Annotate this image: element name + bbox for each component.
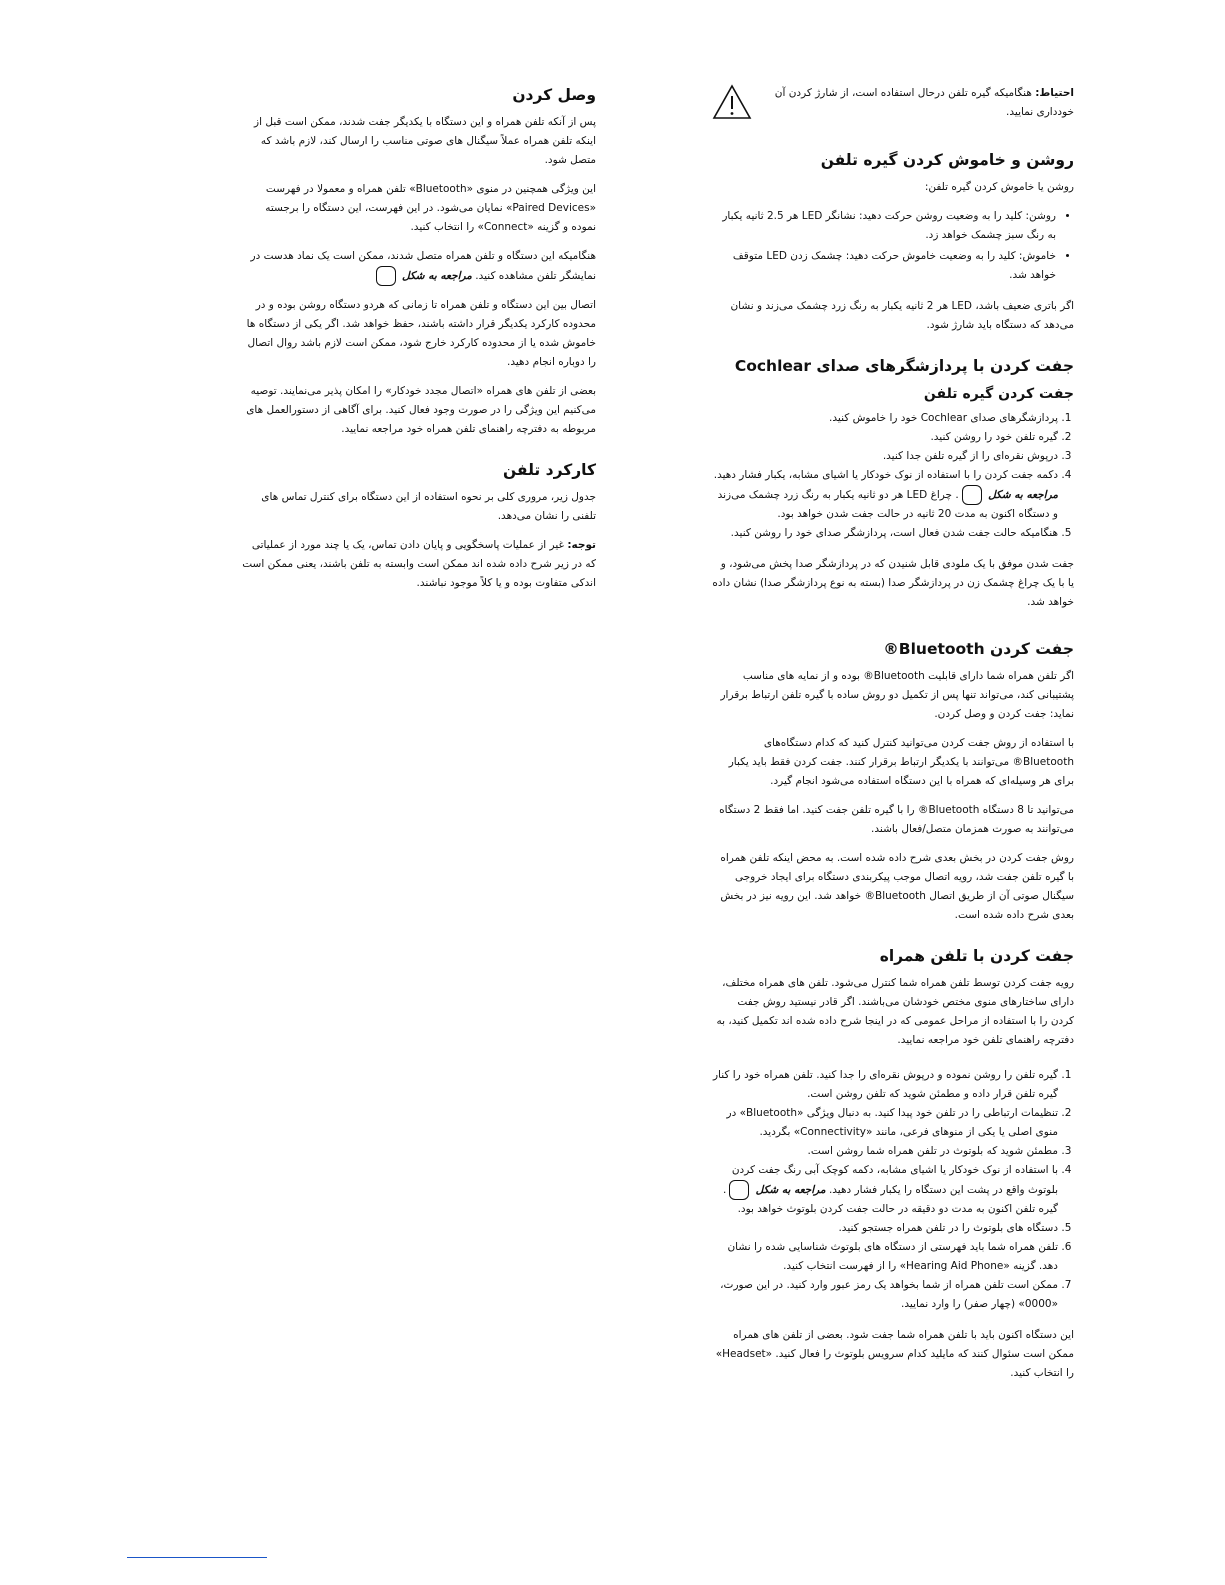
warning-triangle-icon [712,84,752,127]
list-item: 2. تنظیمات ارتباطی را در تلفن خود پیدا کنید. به دنبال ویژگی «Bluetooth» در منوی اصلی یا یکی از منوهای فرعی، مانند «Connectivity» بگردید. [712,1104,1058,1142]
connect-p3-text: هنگامیکه این دستگاه و تلفن همراه متصل شدند، ممکن است یک نماد هدست در نمایشگر تلفن مشاهده کنید. [250,250,596,282]
list-item: 7. ممکن است تلفن همراه از شما بخواهد یک رمز عبور وارد کنید. در این صورت، «0000» (چهار صفر) را وارد نمایید. [712,1276,1058,1314]
bluetooth-p1: اگر تلفن همراه شما دارای قابلیت Bluetooth® بوده و از نمایه های مناسب پشتیبانی کند، می‌تواند تنها پس از تکمیل دو روش ساده با گیره تلفن ارتباط برقرار نماید: جفت کردن و وصل کردن. [720,670,1074,720]
step-text-tail: . چراغ LED هر دو ثانیه یکبار به رنگ زرد چشمک می‌زند و دستگاه اکنون به مدت 20 ثانیه در حالت جفت شدن خواهد بود. [717,489,1058,520]
connect-p1: پس از آنکه تلفن همراه و این دستگاه با یکدیگر جفت شدند، ممکن است قبل از اینکه تلفن همراه عملاً سیگنال های صوتی مناسب را ارسال کند، لازم باشد که متصل شود. [254,116,596,166]
list-item: • خاموش: کلید را به وضعیت خاموش حرکت دهید: چشمک زدن LED متوقف خواهد شد. [712,247,1056,285]
list-item: 5. دستگاه های بلوتوث را در تلفن همراه جستجو کنید. [712,1219,1058,1238]
power-list [712,207,1074,285]
connect-heading: وصل کردن [512,86,596,104]
step-text-tail: . گیره تلفن اکنون به مدت دو دقیقه در حالت جفت کردن بلوتوث خواهد بود. [722,1184,1058,1215]
list-item: 1. گیره تلفن را روشن نموده و درپوش نقره‌ای را جدا کنید. تلفن همراه خود را کنار گیره تلفن قرار داده و مطمئن شوید که تلفن روشن است. [712,1066,1058,1104]
list-item: 1. پردازشگرهای صدای Cochlear خود را خاموش کنید. [712,409,1058,428]
right-column [712,84,1074,1393]
connect-p3 [240,247,596,286]
usage-note [240,536,596,593]
pairing-success: جفت شدن موفق با یک ملودی قابل شنیدن که در پردازشگر صدا پخش می‌شود، و یا با یک چراغ چشمک زن در پردازشگر صدا (بسته به نوع پردازشگر صدا) نشان داده خواهد شد. [712,558,1074,608]
caution-block [712,84,1074,127]
list-item: 3. درپوش نقره‌ای را از گیره تلفن جدا کنید. [712,447,1058,466]
left-column [240,84,596,603]
bluetooth-p4: روش جفت کردن در بخش بعدی شرح داده شده است. به محض اینکه تلفن همراه با گیره تلفن جفت شد، رویه اتصال موجب پیکربندی دستگاه برای ایجاد خروجی سیگنال صوتی آن از طریق اتصال Bluetooth® خواهد شد. این رویه نیز در بخش بعدی شرح داده شده است. [720,852,1074,921]
list-item [712,1161,1058,1219]
usage-p1: جدول زیر، مروری کلی بر نحوه استفاده از این دستگاه برای کنترل تماس های تلفنی را نشان می‌دهد. [261,491,596,522]
connect-p5: بعضی از تلفن های همراه «اتصال مجدد خودکار» را امکان پذیر می‌نمایند. توصیه می‌کنیم این ویژگی را در صورت وجود فعال کنید. برای آگاهی از دستورالعمل های مربوطه به دفترچه راهنمای تلفن همراه خود مراجعه نمایید. [246,385,596,435]
list-item: • روشن: کلید را به وضعیت روشن حرکت دهید: نشانگر LED هر 2.5 ثانیه یکبار به رنگ سبز چشمک خواهد زد. [712,207,1056,245]
note-text: غیر از عملیات پاسخگویی و پایان دادن تماس، یک یا چند مورد از عملیاتی که در زیر شرح داده شده اند ممکن است وابسته به تلفن باشند، یعنی ممکن است اندکی متفاوت بوده و یا کلاً موجود نباشند. [242,539,596,589]
step-text: با استفاده از نوک خودکار یا اشیای مشابه، دکمه کوچک آبی رنگ جفت کردن بلوتوث واقع در پشت این دستگاه را یکبار فشار دهید. [731,1164,1058,1196]
battery-note: اگر باتری ضعیف باشد، LED هر 2 ثانیه یکبار به رنگ زرد چشمک می‌زند و نشان می‌دهد که دستگاه باید شارژ شود. [730,300,1074,331]
list-item: 6. تلفن همراه شما باید فهرستی از دستگاه های بلوتوث شناسایی شده را نشان دهد. گزینه «Hearing Aid Phone» را از فهرست انتخاب کنید. [712,1238,1058,1276]
figure-placeholder-icon [729,1180,749,1200]
phone-heading: جفت کردن با تلفن همراه [879,947,1074,965]
bluetooth-p2: با استفاده از روش جفت کردن می‌توانید کنترل کنید که کدام دستگاه‌های Bluetooth® می‌توانند با یکدیگر ارتباط برقرار کنند. جفت کردن فقط باید یکبار برای هر وسیله‌ای که همراه با این دستگاه استفاده می‌شود انجام گیرد. [728,737,1074,787]
phone-intro: رویه جفت کردن توسط تلفن همراه شما کنترل می‌شود. تلفن های همراه مختلف، دارای ساختارهای منوی مختص خودشان می‌باشند. اگر قادر نیستید روش جفت کردن را با استفاده از مراحل عمومی که در اینجا شرح داده شده اند تکمیل کنید، به دفترچه راهنمای تلفن خود مراجعه نمایید. [716,977,1074,1046]
footnote-separator [127,1557,267,1558]
cochlear-heading: جفت کردن با پردازشگرهای صدای Cochlear [734,357,1074,375]
caution-text: هنگامیکه گیره تلفن درحال استفاده است، از شارژ کردن آن خودداری نمایید. [774,87,1074,118]
figure-reference: مراجعه به شکل [755,1184,826,1196]
connect-p2: این ویژگی همچنین در منوی «Bluetooth» تلفن همراه و معمولا در فهرست «Paired Devices» نمایان می‌شود. در این فهرست، این دستگاه را برجسته نموده و گزینه «Connect» را انتخاب کنید. [265,183,596,233]
caution-label: احتیاط: [1035,87,1074,99]
power-intro: روشن یا خاموش کردن گیره تلفن: [924,181,1074,193]
list-item: 2. گیره تلفن خود را روشن کنید. [712,428,1058,447]
list-item: 5. هنگامیکه حالت جفت شدن فعال است، پردازشگر صدای خود را روشن کنید. [712,524,1058,543]
usage-heading: کارکرد تلفن [502,461,596,479]
figure-placeholder-icon [376,266,396,286]
phone-outro: این دستگاه اکنون باید با تلفن همراه شما جفت شود. بعضی از تلفن های همراه ممکن است سئوال کنند که مایلید کدام سرویس بلوتوث را فعال کنید. «Headset» را انتخاب کنید. [715,1329,1074,1379]
figure-reference: مراجعه به شکل [402,270,472,282]
power-heading: روشن و خاموش کردن گیره تلفن [820,151,1074,169]
connect-p4: اتصال بین این دستگاه و تلفن همراه تا زمانی که هردو دستگاه روشن بوده و در محدوده کارکرد یکدیگر قرار داشته باشند، حفظ خواهد شد. اگر یکی از دستگاه ها خاموش شده یا از محدوده کارکرد خارج شود، ممکن است لازم باشد روال اتصال را دوباره انجام دهید. [246,299,596,368]
note-label: توجه: [567,539,596,551]
cochlear-subheading: جفت کردن گیره تلفن [923,386,1074,402]
bluetooth-heading: جفت کردن Bluetooth® [883,640,1074,658]
figure-placeholder-icon [962,485,982,505]
cochlear-steps [712,409,1074,543]
list-item: 3. مطمئن شوید که بلوتوث در تلفن همراه شما روشن است. [712,1142,1058,1161]
step-text: دکمه جفت کردن را با استفاده از نوک خودکار یا اشیای مشابه، یکبار فشار دهید. [713,469,1058,481]
list-item [712,466,1058,524]
figure-reference: مراجعه به شکل [988,489,1058,501]
phone-steps [712,1066,1074,1314]
bluetooth-p3: می‌توانید تا 8 دستگاه Bluetooth® را با گیره تلفن جفت کنید. اما فقط 2 دستگاه می‌توانند به صورت همزمان متصل/فعال باشند. [719,804,1074,835]
